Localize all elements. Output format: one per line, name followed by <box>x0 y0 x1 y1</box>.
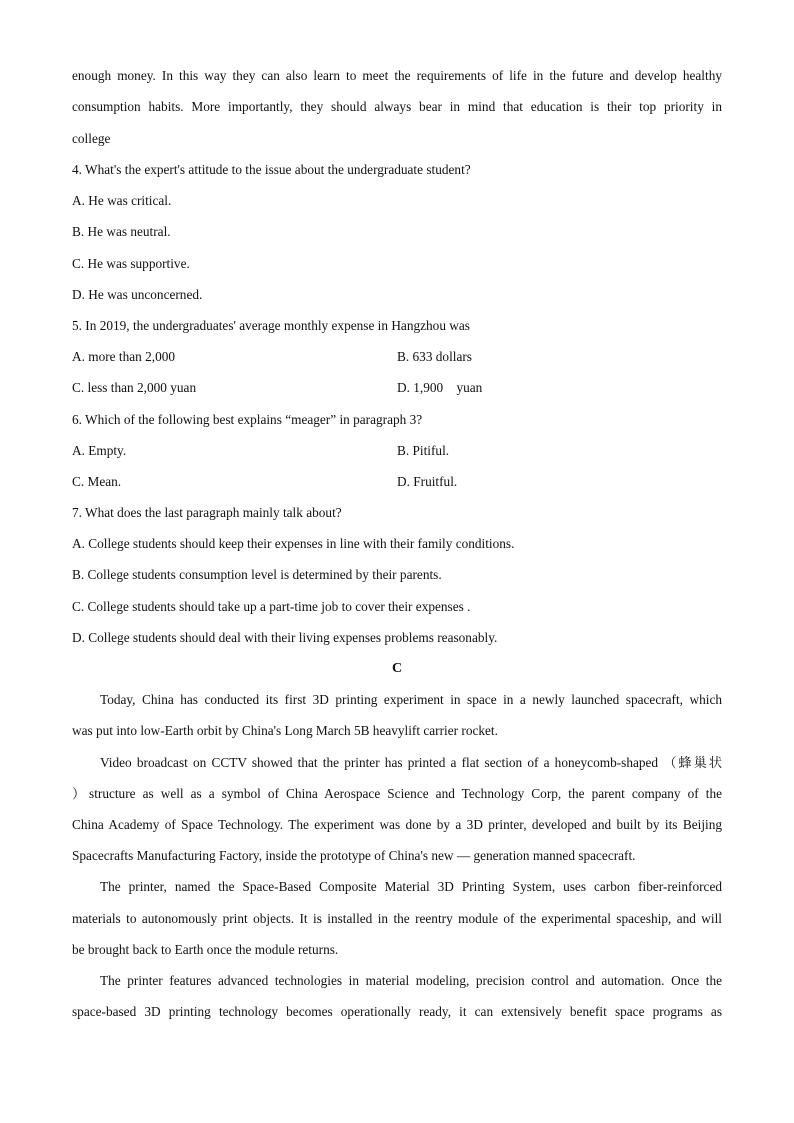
passage-c-p3-line: materials to autonomously print objects. It is installed in the reentry module of the experimental spaceship, and will <box>72 911 722 926</box>
question-5-option-row <box>72 349 722 365</box>
passage-c-p4-line: space-based 3D printing technology becomes operationally ready, it can extensively benefit space programs as <box>72 1004 722 1019</box>
question-4-stem: 4. What's the expert's attitude to the issue about the undergraduate student? <box>72 162 471 177</box>
question-4-option-b: B. He was neutral. <box>72 224 171 239</box>
passage-c-p3-line: The printer, named the Space-Based Composite Material 3D Printing System, uses carbon fiber-reinforced <box>100 879 722 894</box>
question-5-stem: 5. In 2019, the undergraduates' average monthly expense in Hangzhou was <box>72 318 470 333</box>
question-5-option-b: B. 633 dollars <box>397 349 472 364</box>
question-5-option-c: C. less than 2,000 yuan <box>72 380 197 395</box>
passage-text-line: enough money. In this way they can also learn to meet the requirements of life in the future and develop healthy <box>72 68 722 83</box>
passage-c-p4-line: The printer features advanced technologies in material modeling, precision control and automation. Once the <box>100 973 722 988</box>
passage-c-p2-line: Spacecrafts Manufacturing Factory, inside the prototype of China's new — generation manned spacecraft. <box>72 848 636 863</box>
question-6-option-c: C. Mean. <box>72 474 122 489</box>
question-7-option-c: C. College students should take up a part-time job to cover their expenses . <box>72 599 471 614</box>
question-4-option-a: A. He was critical. <box>72 193 172 208</box>
question-6-option-a: A. Empty. <box>72 443 127 458</box>
passage-c-p1-line: Today, China has conducted its first 3D printing experiment in space in a newly launched spacecraft, which <box>100 692 722 707</box>
passage-text-line: consumption habits. More importantly, they should always bear in mind that education is their top priority in <box>72 99 722 114</box>
passage-text-line: college <box>72 131 111 146</box>
passage-c-p2-line: Video broadcast on CCTV showed that the printer has printed a flat section of a honeycomb-shaped （蜂巢状 <box>100 755 722 770</box>
question-6-stem: 6. Which of the following best explains “meager” in paragraph 3? <box>72 412 423 427</box>
question-4-option-c: C. He was supportive. <box>72 256 190 271</box>
passage-c-p3-line: be brought back to Earth once the module returns. <box>72 942 339 957</box>
question-6-option-row <box>72 443 722 459</box>
question-5-option-d: D. 1,900 yuan <box>397 380 483 395</box>
question-4-option-d: D. He was unconcerned. <box>72 287 203 302</box>
question-7-option-b: B. College students consumption level is determined by their parents. <box>72 567 442 582</box>
question-5-option-a: A. more than 2,000 <box>72 349 176 364</box>
section-c-title: C <box>391 661 403 676</box>
question-7-stem: 7. What does the last paragraph mainly talk about? <box>72 505 342 520</box>
question-7-option-d: D. College students should deal with their living expenses problems reasonably. <box>72 630 498 645</box>
question-5-option-row <box>72 380 722 396</box>
passage-c-p1-line: was put into low-Earth orbit by China's Long March 5B heavylift carrier rocket. <box>72 723 498 738</box>
passage-c-p2-line: China Academy of Space Technology. The experiment was done by a 3D printer, developed and built by its Beijing <box>72 817 722 832</box>
question-6-option-b: B. Pitiful. <box>397 443 450 458</box>
passage-c-p2-line: ）structure as well as a symbol of China Aerospace Science and Technology Corp, the parent company of the <box>72 786 722 801</box>
question-6-option-d: D. Fruitful. <box>397 474 458 489</box>
question-6-option-row <box>72 474 722 490</box>
question-7-option-a: A. College students should keep their expenses in line with their family conditions. <box>72 536 515 551</box>
